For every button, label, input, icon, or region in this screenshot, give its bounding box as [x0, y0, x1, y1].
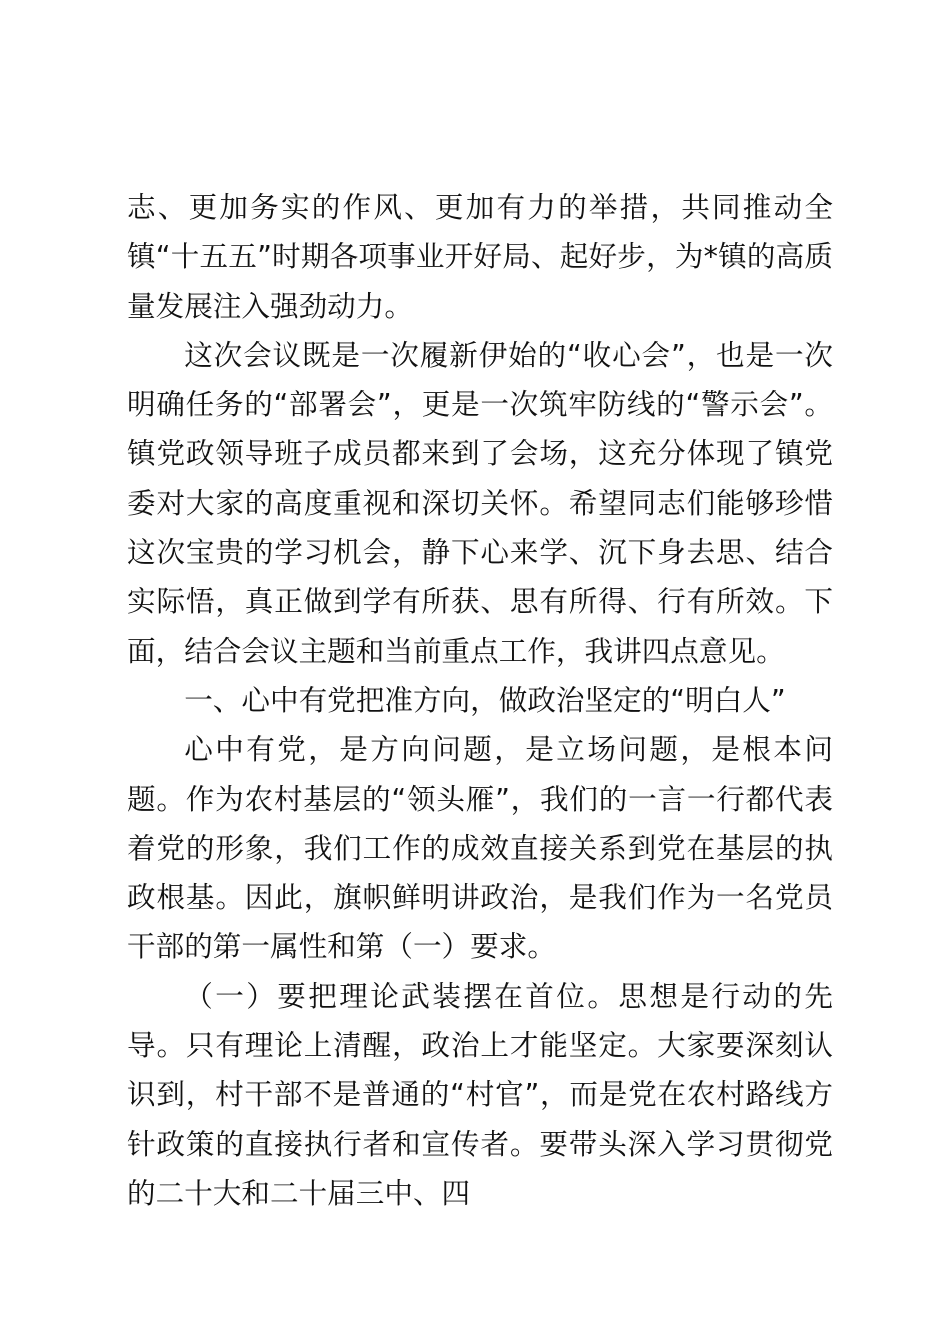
- document-page: [127, 183, 833, 1218]
- paragraph-meeting-intro: 这次会议既是一次履新伊始的“收心会”，也是一次明确任务的“部署会”，更是一次筑牢防线的“警示会”。镇党政领导班子成员都来到了会场，这充分体现了镇党委对大家的高度重视和深切关怀。希望同志们能够珍惜这次宝贵的学习机会，静下心来学、沉下身去思、结合实际悟，真正做到学有所获、思有所得、行有所效。下面，结合会议主题和当前重点工作，我讲四点意见。: [127, 337, 833, 668]
- section-heading-1: 一、心中有党把准方向，做政治坚定的“明白人”: [184, 682, 786, 717]
- paragraph-party-direction: 心中有党，是方向问题，是立场问题，是根本问题。作为农村基层的“领头雁”，我们的一言一行都代表着党的形象，我们工作的成效直接关系到党在基层的执政根基。因此，旗帜鲜明讲政治，是我们作为一名党员干部的第一属性和第（一）要求。: [127, 732, 833, 964]
- paragraph-theory-first: （一）要把理论武装摆在首位。思想是行动的先导。只有理论上清醒，政治上才能坚定。大家要深刻认识到，村干部不是普通的“村官”，而是党在农村路线方针政策的直接执行者和宣传者。要带头深入学习贯彻党的二十大和二十届三中、四: [127, 978, 833, 1210]
- paragraph-continuation: 志、更加务实的作风、更加有力的举措，共同推动全镇“十五五”时期各项事业开好局、起好步，为*镇的高质量发展注入强劲动力。: [127, 190, 833, 323]
